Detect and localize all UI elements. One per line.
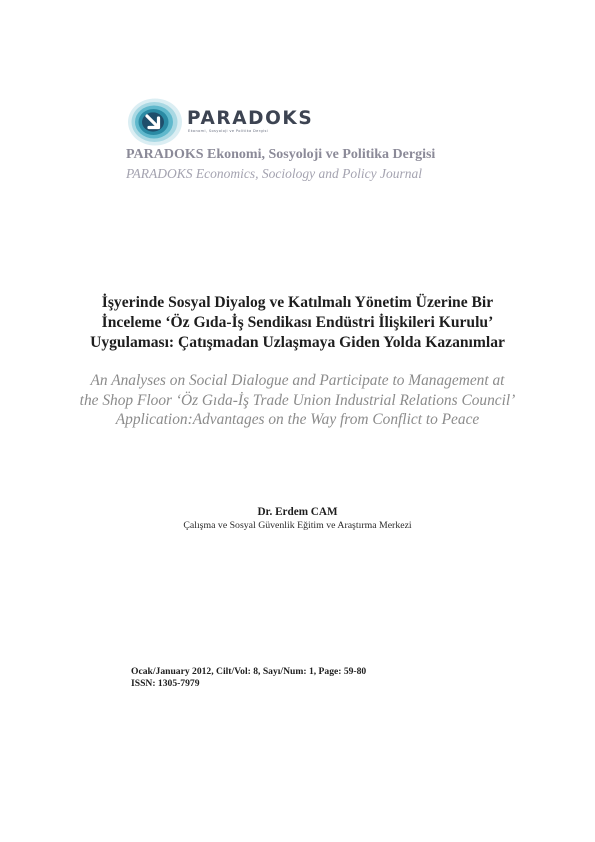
author-affiliation: Çalışma ve Sosyal Güvenlik Eğitim ve Araştırma Merkezi [183, 520, 412, 531]
paradoks-emblem-icon [128, 98, 183, 146]
title-en-line: Application:Advantages on the Way from Conflict to Peace [115, 411, 480, 429]
article-title-turkish [40, 293, 555, 354]
journal-logo [128, 98, 318, 146]
author-name: Dr. Erdem CAM [257, 506, 338, 518]
title-en-line: An Analyses on Social Dialogue and Participate to Management at [90, 372, 505, 389]
title-tr-line: İşyerinde Sosyal Diyalog ve Katılmalı Yönetim Üzerine Bir [101, 294, 494, 311]
logo-tagline: Ekonomi, Sosyoloji ve Politika Dergisi [188, 129, 269, 133]
title-tr-line: İnceleme ‘Öz Gıda-İş Sendikası Endüstri İlişkileri Kurulu’ [101, 314, 494, 332]
title-tr-line: Uygulaması: Çatışmadan Uzlaşmaya Giden Yolda Kazanımlar [90, 334, 505, 352]
article-title-english [40, 371, 555, 430]
logo-wordmark: PARADOKS [187, 108, 314, 129]
citation-issn: ISSN: 1305-7979 [131, 678, 200, 689]
journal-name-english: PARADOKS Economics, Sociology and Policy Journal [126, 166, 422, 181]
journal-name-turkish: PARADOKS Ekonomi, Sosyoloji ve Politika Dergisi [126, 147, 436, 162]
citation-issue: Ocak/January 2012, Cilt/Vol: 8, Sayı/Num: 1, Page: 59-80 [131, 666, 367, 677]
title-en-line: the Shop Floor ‘Öz Gıda-İş Trade Union Industrial Relations Council’ [79, 391, 516, 409]
citation-block [131, 666, 366, 690]
